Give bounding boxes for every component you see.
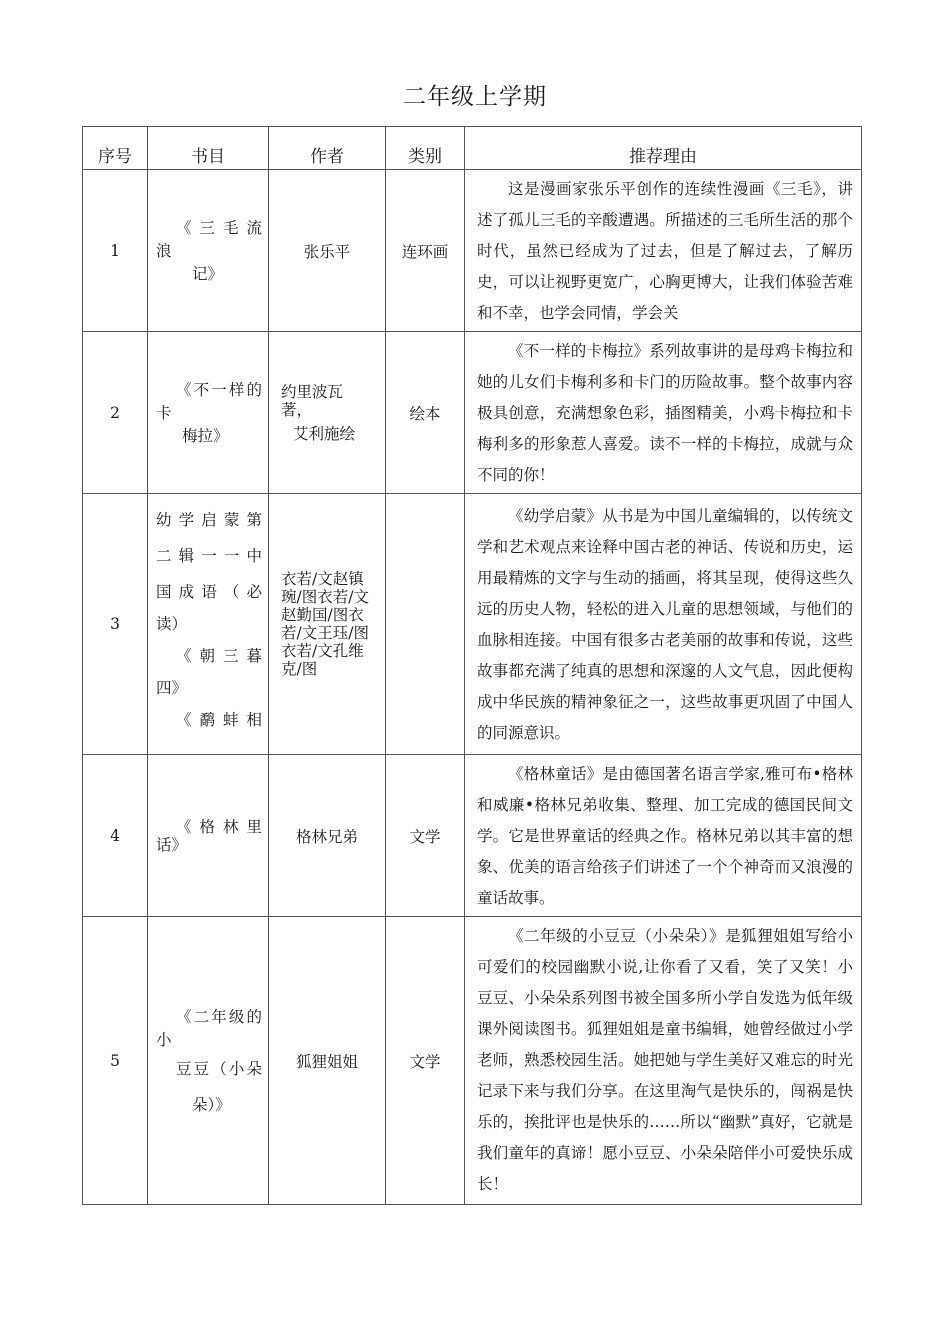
row-num: 5 (83, 917, 148, 1205)
author: 狐狸姐姐 (269, 917, 386, 1205)
row-num: 4 (83, 755, 148, 917)
book-title: 《格林里 话》 (148, 755, 269, 917)
author: 张乐平 (269, 170, 386, 332)
row-num: 2 (83, 332, 148, 494)
table-row (83, 755, 862, 917)
reading-list-table (82, 126, 862, 1205)
book-title: 《三毛流 浪 记》 (148, 170, 269, 332)
table-row (83, 332, 862, 494)
header-num: 序号 (83, 127, 148, 170)
header-row (83, 127, 862, 170)
reason: 《不一样的卡梅拉》系列故事讲的是母鸡卡梅拉和她的儿女们卡梅利多和卡门的历险故事。整个故事内容极具创意，充满想象色彩，插图精美，小鸡卡梅拉和卡梅利多的形象惹人喜爱。读不一样的卡梅拉，成就与众不同的你！ (465, 332, 862, 494)
table-row (83, 494, 862, 755)
category (386, 494, 465, 755)
book-title: 幼学启蒙第 二辑一一中 国成语（必 读） 《朝三暮 四》 《鹬蚌相 (148, 494, 269, 755)
row-num: 3 (83, 494, 148, 755)
author: 格林兄弟 (269, 755, 386, 917)
reason: 《幼学启蒙》从书是为中国儿童编辑的，以传统文学和艺术观点来诠释中国古老的神话、传说和历史，运用最精炼的文字与生动的插画，将其呈现，使得这些久远的历史人物，轻松的进入儿童的思想领域，与他们的血脉相连接。中国有很多古老美丽的故事和传说，这些故事都充满了纯真的思想和深邃的人文气息，因此便构成中华民族的精神象征之一，这些故事更巩固了中国人的同源意识。 (465, 494, 862, 755)
reason: 《二年级的小豆豆（小朵朵）》是狐狸姐姐写给小可爱们的校园幽默小说,让你看了又看，笑了又笑！小豆豆、小朵朵系列图书被全国多所小学自发选为低年级课外阅读图书。狐狸姐姐是童书编辑，她曾经做过小学老师，熟悉校园生活。她把她与学生美好又难忘的时光记录下来与我们分享。在这里淘气是快乐的，闯祸是快乐的，挨批评也是快乐的……所以“幽默”真好，它就是我们童年的真谛！愿小豆豆、小朵朵陪伴小可爱快乐成长！ (465, 917, 862, 1205)
category: 连环画 (386, 170, 465, 332)
row-num: 1 (83, 170, 148, 332)
header-book: 书目 (148, 127, 269, 170)
header-category: 类别 (386, 127, 465, 170)
category: 文学 (386, 755, 465, 917)
reason: 这是漫画家张乐平创作的连续性漫画《三毛》，讲述了孤儿三毛的辛酸遭遇。所描述的三毛所生活的那个时代，虽然已经成为了过去，但是了解过去，了解历史，可以让视野更宽广，心胸更博大，让我们体验苦难和不幸，也学会同情，学会关 (465, 170, 862, 332)
header-reason: 推荐理由 (465, 127, 862, 170)
table-row (83, 170, 862, 332)
category: 文学 (386, 917, 465, 1205)
table-row (83, 917, 862, 1205)
author: 衣若/文赵镇琬/图衣若/文赵勤国/图衣若/文王珏/图衣若/文孔维克/图 (269, 494, 386, 755)
category: 绘本 (386, 332, 465, 494)
reason: 《格林童话》是由德国著名语言学家,雅可布•格林和威廉•格林兄弟收集、整理、加工完成的德国民间文学。它是世界童话的经典之作。格林兄弟以其丰富的想象、优美的语言给孩子们讲述了一个个神奇而又浪漫的童话故事。 (465, 755, 862, 917)
author: 约里波瓦 著， 艾利施绘 (269, 332, 386, 494)
page-title: 二年级上学期 (403, 84, 547, 110)
book-title: 《二年级的 小 豆豆（小朵 朵）》 (148, 917, 269, 1205)
book-title: 《不一样的 卡 梅拉》 (148, 332, 269, 494)
header-author: 作者 (269, 127, 386, 170)
